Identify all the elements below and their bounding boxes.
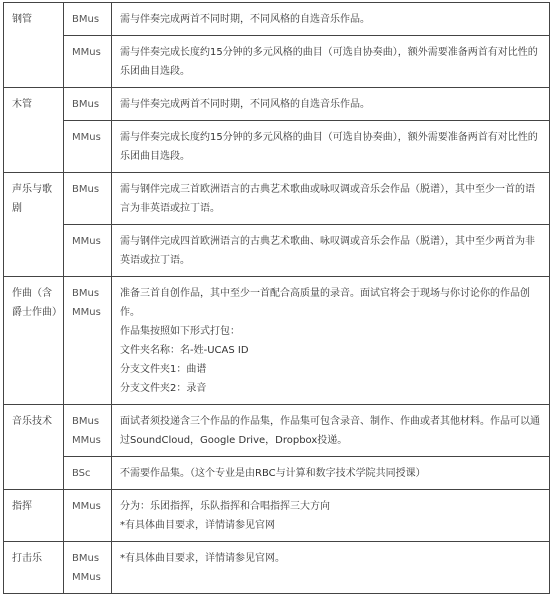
requirement-text: 需与伴奏完成两首不同时期，不同风格的自选音乐作品。 <box>120 14 370 25</box>
degree-cell <box>64 542 112 594</box>
degree-label: MMus <box>72 236 101 247</box>
table-body <box>4 3 550 594</box>
requirement-text: 分为：乐团指挥，乐队指挥和合唱指挥三大方向 <box>120 501 330 512</box>
degree-label: MMus <box>72 307 101 318</box>
requirement-text: 分支文件夹1：曲谱 <box>120 364 207 375</box>
requirement-text: 需与伴奏完成两首不同时期，不同风格的自选音乐作品。 <box>120 99 370 110</box>
major-cell: 音乐技术 <box>4 405 64 490</box>
requirement-text: 不需要作品集。（这个专业是由RBC与计算和数字技术学院共同授课） <box>120 468 426 479</box>
degree-label: BSc <box>72 468 91 479</box>
degree-label: BMus <box>72 416 100 427</box>
requirement-text: 需与伴奏完成长度约15分钟的多元风格的曲目（可选自协奏曲），额外需要准备两首有对比性的乐团曲目选段。 <box>120 132 538 162</box>
degree-label: BMus <box>72 184 100 195</box>
requirement-cell <box>112 173 550 225</box>
requirement-text: 文件夹名称：名-姓-UCAS ID <box>120 345 249 356</box>
requirement-cell <box>112 490 550 542</box>
degree-label: MMus <box>72 47 101 58</box>
major-cell: 作曲（含爵士作曲） <box>4 277 64 405</box>
table-row <box>4 88 550 121</box>
degree-label: MMus <box>72 501 101 512</box>
major-cell: 木管 <box>4 88 64 173</box>
degree-label: BMus <box>72 553 100 564</box>
degree-label: BMus <box>72 99 100 110</box>
table-row <box>4 277 550 405</box>
table-row <box>4 542 550 594</box>
table-row <box>4 36 550 88</box>
requirement-cell <box>112 36 550 88</box>
table-row <box>4 3 550 36</box>
requirement-text: 作品集按照如下形式打包： <box>120 326 240 337</box>
major-cell: 钢管 <box>4 3 64 88</box>
degree-cell <box>64 88 112 121</box>
degree-cell <box>64 457 112 490</box>
major-cell: 指挥 <box>4 490 64 542</box>
requirement-text: 需与钢伴完成四首欧洲语言的古典艺术歌曲、咏叹调或音乐会作品（脱谱），其中至少两首为非英语或拉丁语。 <box>120 236 535 266</box>
table-row <box>4 173 550 225</box>
degree-cell <box>64 36 112 88</box>
requirement-text: 需与伴奏完成长度约15分钟的多元风格的曲目（可选自协奏曲），额外需要准备两首有对比性的乐团曲目选段。 <box>120 47 538 77</box>
table-row <box>4 457 550 490</box>
table-row <box>4 490 550 542</box>
degree-cell <box>64 277 112 405</box>
table-row <box>4 121 550 173</box>
degree-cell <box>64 3 112 36</box>
requirement-text: 准备三首自创作品，其中至少一首配合高质量的录音。面试官将会于现场与你讨论你的作品创作。 <box>120 288 530 318</box>
requirement-text: 面试者须投递含三个作品的作品集，作品集可包含录音、制作、作曲或者其他材料。作品可以通过SoundCloud，Google Drive，Dropbox投递。 <box>120 416 540 446</box>
degree-cell <box>64 225 112 277</box>
table-row <box>4 225 550 277</box>
major-cell: 打击乐 <box>4 542 64 594</box>
degree-label: BMus <box>72 14 100 25</box>
requirement-cell <box>112 542 550 594</box>
degree-label: BMus <box>72 288 100 299</box>
requirement-cell <box>112 405 550 457</box>
requirement-text: *有具体曲目要求，详情请参见官网。 <box>120 553 285 564</box>
audition-requirements-table <box>3 2 550 594</box>
requirement-text: *有具体曲目要求，详情请参见官网 <box>120 520 275 531</box>
degree-cell <box>64 490 112 542</box>
requirement-cell <box>112 121 550 173</box>
requirement-cell <box>112 88 550 121</box>
requirement-text: 分支文件夹2：录音 <box>120 383 207 394</box>
degree-label: MMus <box>72 435 101 446</box>
requirement-cell <box>112 457 550 490</box>
degree-cell <box>64 405 112 457</box>
requirement-cell <box>112 277 550 405</box>
degree-label: MMus <box>72 572 101 583</box>
table-row <box>4 405 550 457</box>
degree-cell <box>64 121 112 173</box>
degree-cell <box>64 173 112 225</box>
requirement-text: 需与钢伴完成三首欧洲语言的古典艺术歌曲或咏叹调或音乐会作品（脱谱），其中至少一首的语言为非英语或拉丁语。 <box>120 184 535 214</box>
major-cell: 声乐与歌剧 <box>4 173 64 277</box>
requirement-cell <box>112 225 550 277</box>
requirement-cell <box>112 3 550 36</box>
degree-label: MMus <box>72 132 101 143</box>
